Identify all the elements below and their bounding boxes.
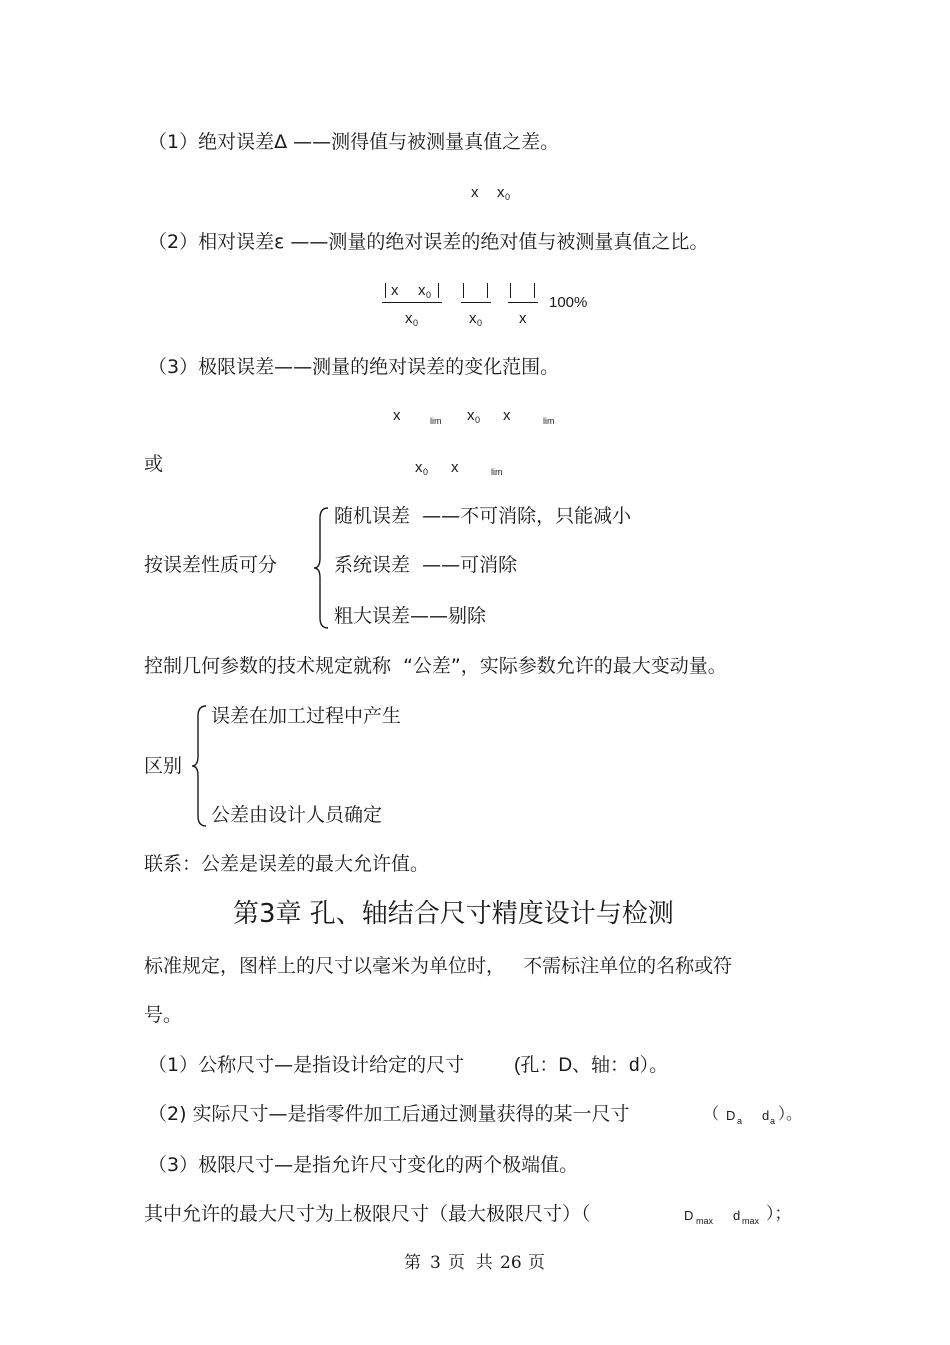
- max-size-close: ）；: [766, 1204, 792, 1224]
- footer-text: 第: [404, 1253, 421, 1273]
- difference-label: 区别: [144, 755, 183, 777]
- formula-subscript: 0: [477, 318, 483, 328]
- formula-subscript: 0: [505, 192, 511, 202]
- formula-symbol: x: [391, 282, 399, 299]
- formula-symbol: x: [469, 310, 477, 327]
- formula-subscript: a: [737, 1116, 743, 1126]
- formula-subscript: lim: [543, 416, 555, 426]
- formula-subscript: max: [696, 1216, 714, 1226]
- formula-subscript: 0: [423, 467, 429, 477]
- classify-item: 系统误差 ——可消除: [334, 554, 518, 576]
- nominal-size-note: (孔：D、轴：d）。: [514, 1055, 669, 1076]
- fraction-bar: [461, 302, 491, 303]
- formula-symbol: x: [418, 282, 426, 299]
- formula-subscript: 0: [426, 290, 432, 300]
- abs-bar-left: [385, 283, 386, 298]
- abs-bar-right: [438, 283, 439, 298]
- formula-symbol: d: [762, 1108, 770, 1123]
- actual-size-open: （: [703, 1104, 720, 1123]
- abs-bar-right: [487, 283, 488, 298]
- page-number: 3: [430, 1253, 441, 1273]
- formula-subscript: 0: [475, 415, 481, 425]
- formula-symbol: x: [405, 310, 413, 327]
- left-brace: [312, 506, 332, 630]
- fraction-bar: [382, 302, 442, 303]
- rel-error-definition: （2）相对误差ε ——测量的绝对误差的绝对值与被测量真值之比。: [148, 231, 709, 253]
- difference-item: 误差在加工过程中产生: [211, 705, 402, 727]
- difference-item: 公差由设计人员确定: [211, 804, 383, 826]
- formula-subscript: 0: [413, 318, 419, 328]
- standard-text-line: 标准规定，图样上的尺寸以毫米为单位时， 不需标注单位的名称或符: [144, 955, 733, 977]
- max-size-definition: 其中允许的最大尺寸为上极限尺寸（最大极限尺寸）（: [144, 1203, 591, 1225]
- formula-symbol: x: [467, 407, 475, 424]
- formula-subscript: a: [770, 1116, 776, 1126]
- relation-statement: 联系：公差是误差的最大允许值。: [144, 853, 430, 875]
- formula-subscript: max: [742, 1216, 760, 1226]
- left-brace: [190, 704, 210, 828]
- formula-symbol: x: [503, 407, 511, 424]
- formula-symbol: x: [451, 459, 459, 476]
- abs-error-definition: （1）绝对误差Δ ——测得值与被测量真值之差。: [148, 131, 560, 153]
- formula-symbol: x: [415, 459, 423, 476]
- limit-size-definition: （3）极限尺寸—是指允许尺寸变化的两个极端值。: [148, 1154, 579, 1176]
- formula-percent: 100%: [549, 294, 588, 311]
- formula-symbol: x: [519, 310, 527, 327]
- abs-bar-left: [463, 283, 464, 298]
- nominal-size-definition: （1）公称尺寸—是指设计给定的尺寸: [148, 1054, 465, 1076]
- abs-bar-right: [534, 283, 535, 298]
- formula-symbol: D: [684, 1208, 694, 1223]
- limit-error-definition: （3）极限误差——测量的绝对误差的变化范围。: [148, 356, 560, 378]
- classify-label: 按误差性质可分: [144, 554, 278, 576]
- formula-symbol: x: [471, 184, 479, 201]
- formula-symbol: D: [726, 1108, 736, 1123]
- abs-bar-left: [510, 283, 511, 298]
- or-word: 或: [144, 453, 164, 475]
- classify-item: 随机误差 ——不可消除，只能减小: [334, 505, 632, 527]
- actual-size-definition: （2) 实际尺寸—是指零件加工后通过测量获得的某一尺寸: [148, 1103, 630, 1125]
- tolerance-definition: 控制几何参数的技术规定就称 “公差”，实际参数允许的最大变动量。: [144, 655, 727, 677]
- formula-subscript: lim: [430, 416, 442, 426]
- standard-text-line: 号。: [144, 1004, 183, 1026]
- chapter-title: 第3章 孔、轴结合尺寸精度设计与检测: [233, 899, 674, 929]
- footer-text: 页 共: [448, 1253, 493, 1273]
- actual-size-close: ）。: [778, 1104, 803, 1123]
- classify-item: 粗大误差——剔除: [334, 605, 487, 627]
- page-footer: [404, 1255, 554, 1275]
- footer-text: 页: [528, 1253, 545, 1273]
- formula-symbol: d: [733, 1208, 741, 1223]
- fraction-bar: [508, 302, 538, 303]
- formula-symbol: x: [393, 407, 401, 424]
- formula-symbol: x: [497, 184, 505, 201]
- total-pages: 26: [500, 1253, 522, 1273]
- formula-subscript: lim: [491, 467, 503, 477]
